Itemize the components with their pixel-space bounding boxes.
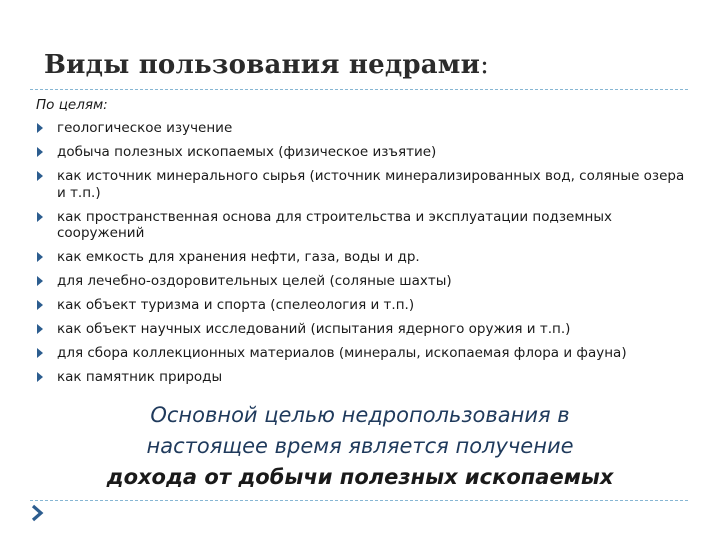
list-item bbox=[36, 120, 686, 137]
list-item bbox=[36, 321, 686, 338]
list-item bbox=[36, 249, 686, 266]
slide-title bbox=[44, 50, 489, 80]
list-item-text: как источник минерального сырья (источник минерализированных вод, соляные озера и т.п.) bbox=[57, 168, 685, 201]
list-item-text: как памятник природы bbox=[57, 369, 223, 385]
bullet-list bbox=[36, 120, 686, 393]
list-item bbox=[36, 209, 686, 242]
triangle-bullet-icon bbox=[37, 324, 43, 334]
triangle-bullet-icon bbox=[37, 372, 43, 382]
triangle-bullet-icon bbox=[37, 300, 43, 310]
conclusion-callout bbox=[70, 400, 650, 493]
bottom-divider bbox=[30, 500, 688, 501]
list-item bbox=[36, 345, 686, 362]
list-item-text: как объект туризма и спорта (спелеология и т.п.) bbox=[57, 297, 415, 313]
list-item bbox=[36, 273, 686, 290]
list-item-text: геологическое изучение bbox=[57, 120, 233, 136]
callout-line: настоящее время является получение bbox=[146, 434, 574, 458]
list-item-text: как емкость для хранения нефти, газа, воды и др. bbox=[57, 249, 420, 265]
triangle-bullet-icon bbox=[37, 171, 43, 181]
triangle-bullet-icon bbox=[37, 147, 43, 157]
list-item-text: как пространственная основа для строительства и эксплуатации подземных сооружений bbox=[57, 208, 612, 241]
triangle-bullet-icon bbox=[37, 212, 43, 222]
section-label: По целям: bbox=[36, 97, 108, 113]
list-item-text: для лечебно-оздоровительных целей (соляные шахты) bbox=[57, 273, 452, 289]
triangle-bullet-icon bbox=[37, 252, 43, 262]
callout-emphasis: дохода от добычи полезных ископаемых bbox=[106, 465, 614, 489]
list-item-text: для сбора коллекционных материалов (минералы, ископаемая флора и фауна) bbox=[57, 345, 627, 361]
triangle-bullet-icon bbox=[37, 348, 43, 358]
top-divider bbox=[30, 89, 688, 90]
list-item bbox=[36, 297, 686, 314]
list-item bbox=[36, 144, 686, 161]
list-item bbox=[36, 369, 686, 386]
title-colon: : bbox=[480, 50, 490, 80]
chevron-right-icon bbox=[30, 503, 44, 523]
callout-line: Основной целью недропользования в bbox=[150, 403, 570, 427]
title-text: Виды пользования недрами bbox=[44, 50, 481, 80]
triangle-bullet-icon bbox=[37, 276, 43, 286]
list-item-text: как объект научных исследований (испытания ядерного оружия и т.п.) bbox=[57, 321, 571, 337]
triangle-bullet-icon bbox=[37, 123, 43, 133]
list-item bbox=[36, 168, 686, 201]
list-item-text: добыча полезных ископаемых (физическое изъятие) bbox=[57, 144, 437, 160]
